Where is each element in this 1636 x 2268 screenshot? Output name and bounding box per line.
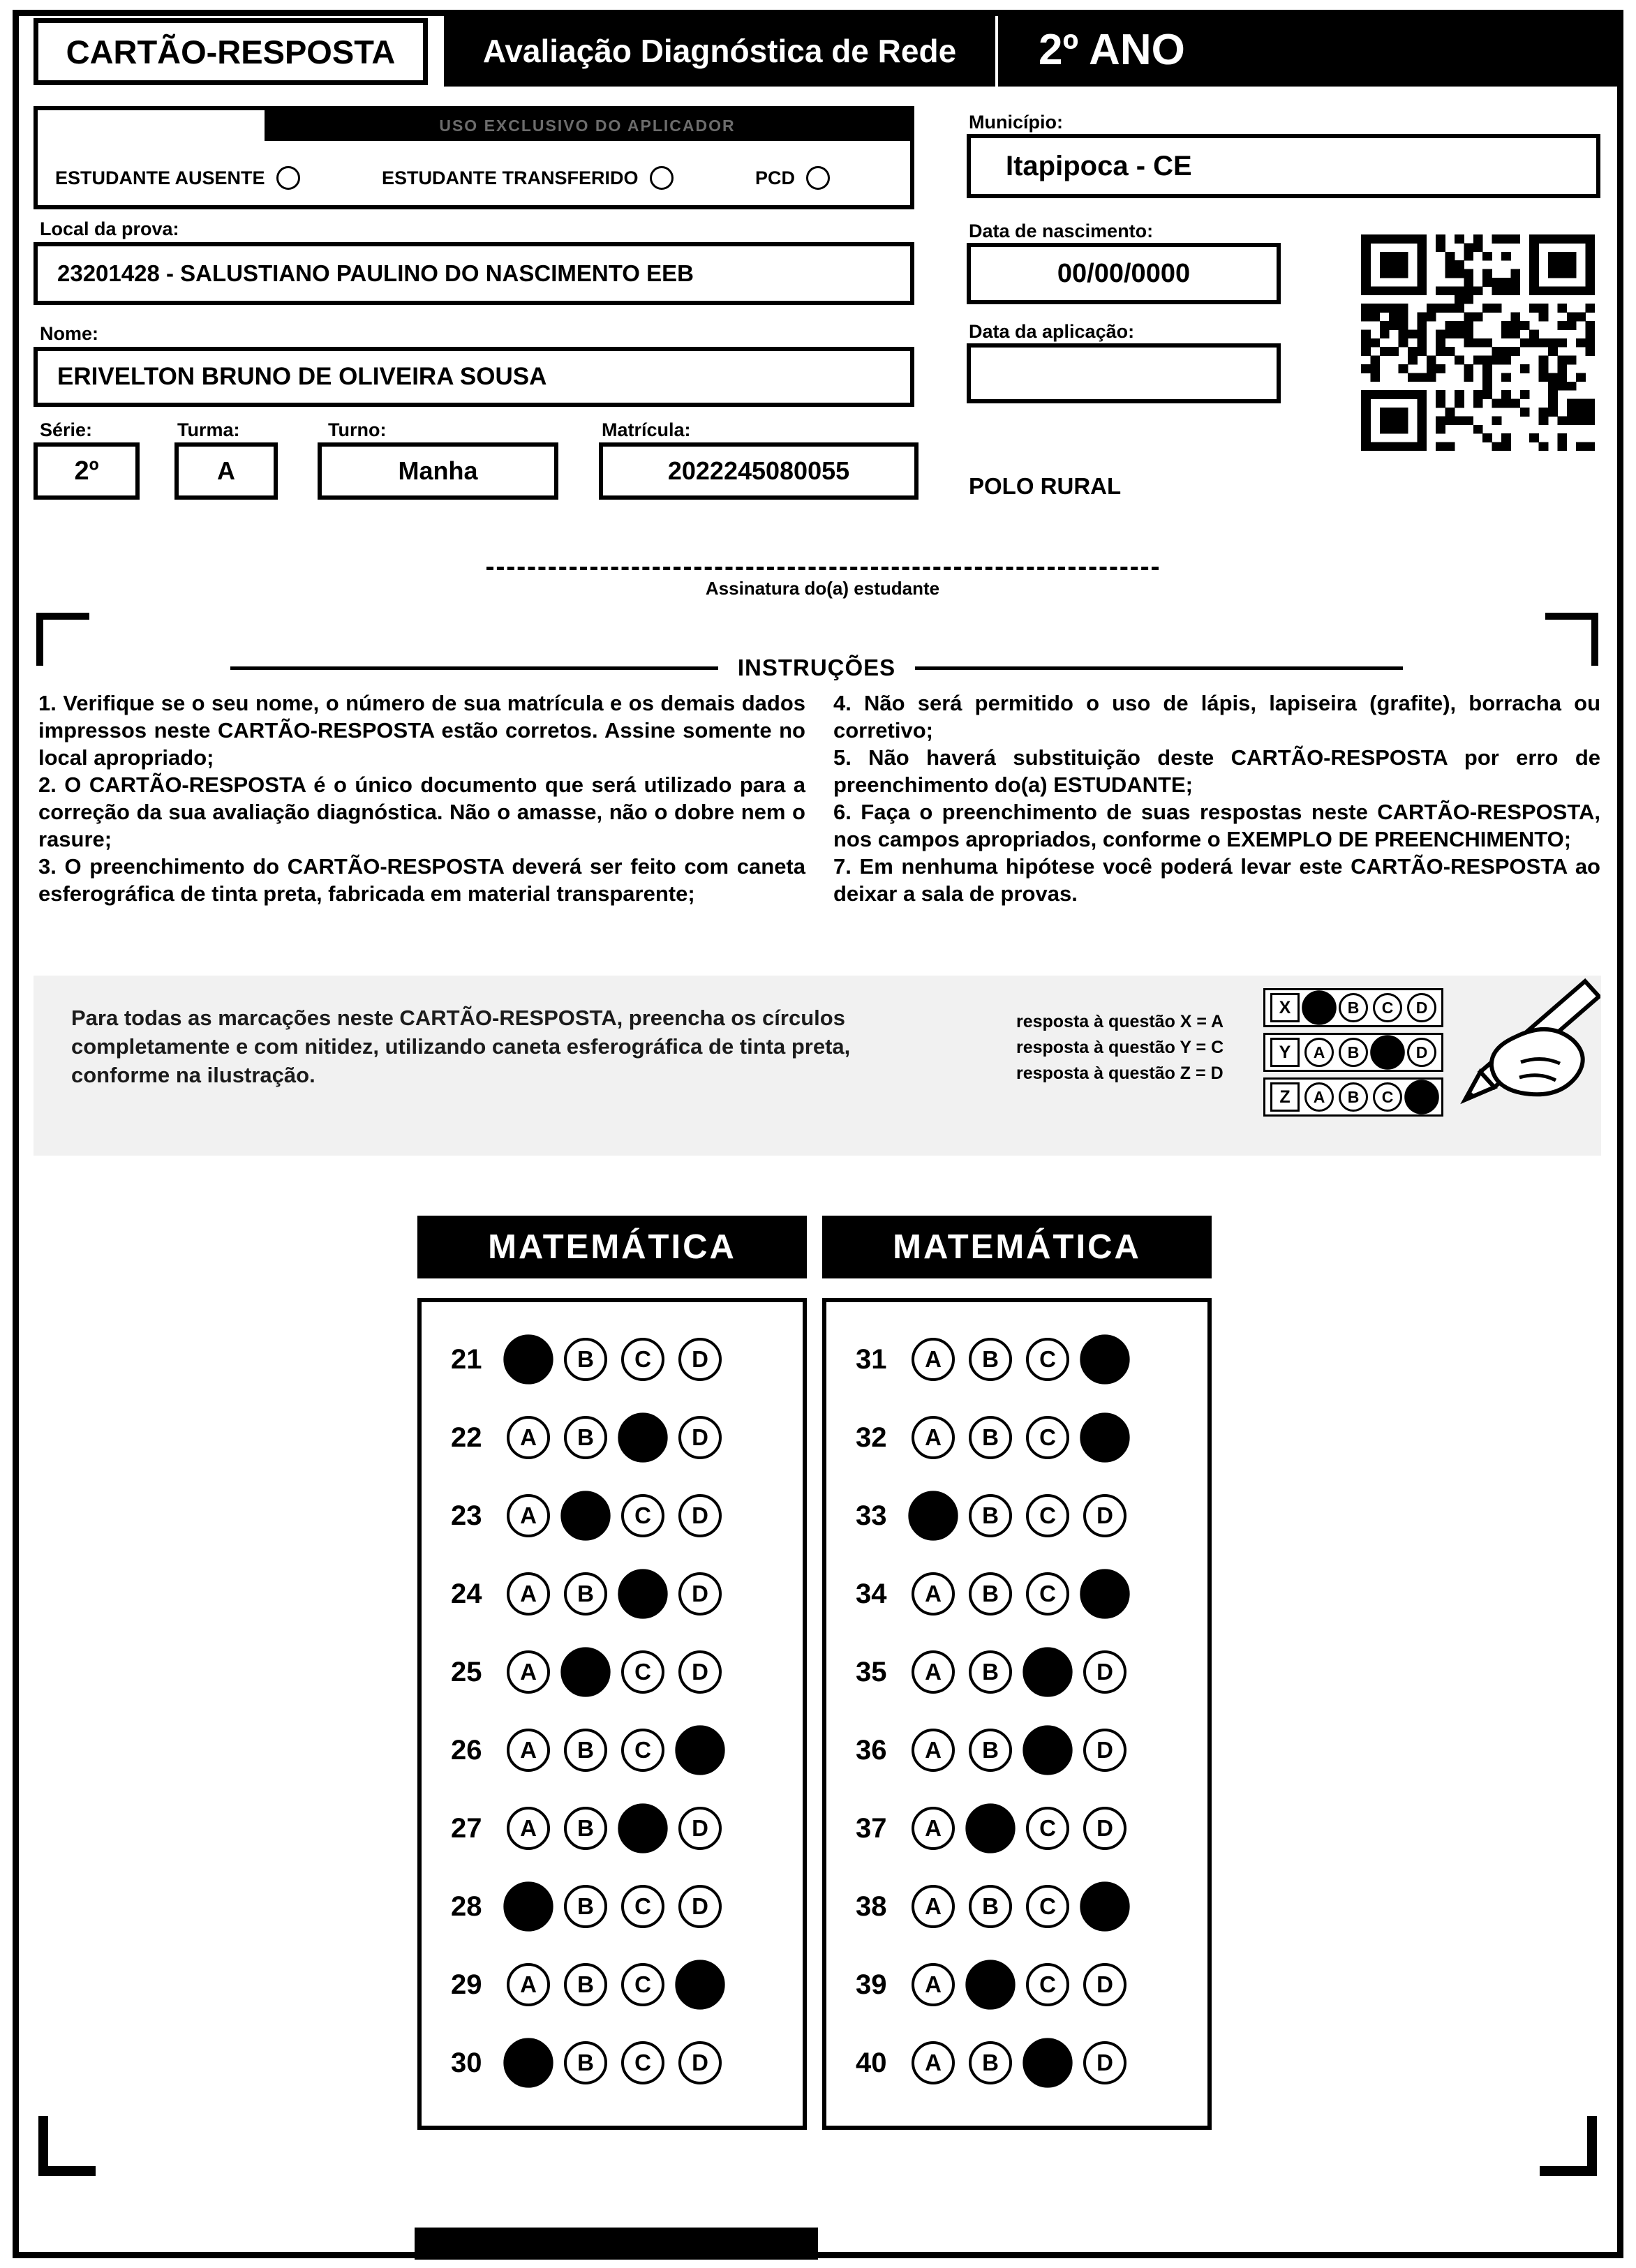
instructions-header bbox=[230, 655, 1403, 681]
example-legend-line: resposta à questão Y = C bbox=[1016, 1038, 1224, 1057]
question-number: 37 bbox=[856, 1812, 887, 1844]
q26-bubble-c[interactable]: C bbox=[621, 1729, 664, 1772]
q39-bubble-a[interactable]: A bbox=[912, 1963, 955, 2006]
question-row-23 bbox=[451, 1477, 803, 1555]
aplicador-options bbox=[55, 166, 830, 190]
nome-field: ERIVELTON BRUNO DE OLIVEIRA SOUSA bbox=[34, 347, 914, 407]
q37-bubble-b[interactable] bbox=[965, 1803, 1015, 1853]
q31-bubble-c[interactable]: C bbox=[1026, 1338, 1069, 1381]
fill-example-legend bbox=[1016, 1009, 1257, 1087]
q30-bubble-b[interactable]: B bbox=[564, 2041, 607, 2084]
matricula-label: Matrícula: bbox=[602, 419, 691, 440]
example-grid-row-y bbox=[1263, 1033, 1443, 1072]
grade-label: 2º ANO bbox=[998, 13, 1621, 87]
example-bubble-b: B bbox=[1339, 1038, 1368, 1067]
q34-bubble-c[interactable]: C bbox=[1026, 1572, 1069, 1616]
aplicador-bar-title: USO EXCLUSIVO DO APLICADOR bbox=[265, 110, 910, 141]
question-number: 38 bbox=[856, 1890, 887, 1922]
turma-label: Turma: bbox=[177, 419, 240, 440]
example-bubble-b: B bbox=[1339, 993, 1368, 1022]
q22-bubble-a[interactable]: A bbox=[507, 1416, 550, 1459]
q25-bubble-b[interactable] bbox=[560, 1647, 610, 1696]
instruction-item: 6. Faça o preenchimento de suas respostas neste CARTÃO-RESPOSTA, nos campos apropriados, conforme o EXEMPLO DE PREENCHIMENTO; bbox=[833, 800, 1600, 851]
q31-bubble-a[interactable]: A bbox=[912, 1338, 955, 1381]
q35-bubble-a[interactable]: A bbox=[912, 1650, 955, 1694]
aplicador-option-label: PCD bbox=[754, 167, 795, 188]
q21-bubble-c[interactable]: C bbox=[621, 1338, 664, 1381]
question-row-39 bbox=[856, 1946, 1207, 2024]
signature-label: Assinatura do(a) estudante bbox=[705, 578, 940, 599]
q22-bubble-d[interactable]: D bbox=[678, 1416, 722, 1459]
q35-bubble-c[interactable] bbox=[1022, 1647, 1072, 1696]
q36-bubble-d[interactable]: D bbox=[1083, 1729, 1126, 1772]
example-bubble-a: A bbox=[1304, 1082, 1334, 1112]
aplicador-option-1 bbox=[55, 166, 300, 190]
example-legend-line: resposta à questão X = A bbox=[1016, 1012, 1224, 1031]
question-row-24 bbox=[451, 1555, 803, 1633]
question-number: 25 bbox=[451, 1656, 482, 1687]
q40-bubble-b[interactable]: B bbox=[969, 2041, 1012, 2084]
answer-grid bbox=[822, 1298, 1212, 2130]
question-row-31 bbox=[856, 1320, 1207, 1398]
q40-bubble-d[interactable]: D bbox=[1083, 2041, 1126, 2084]
answer-section-title: MATEMÁTICA bbox=[822, 1216, 1212, 1278]
q29-bubble-c[interactable]: C bbox=[621, 1963, 664, 2006]
question-row-36 bbox=[856, 1711, 1207, 1789]
q35-bubble-d[interactable]: D bbox=[1083, 1650, 1126, 1694]
q25-bubble-d[interactable]: D bbox=[678, 1650, 722, 1694]
q27-bubble-d[interactable]: D bbox=[678, 1807, 722, 1850]
nome-label: Nome: bbox=[40, 323, 99, 344]
example-grid-row-z bbox=[1263, 1077, 1443, 1117]
q33-bubble-d[interactable]: D bbox=[1083, 1494, 1126, 1537]
q24-bubble-d[interactable]: D bbox=[678, 1572, 722, 1616]
q31-bubble-d[interactable] bbox=[1080, 1334, 1129, 1384]
turma-field: A bbox=[174, 442, 278, 500]
example-row-label: Y bbox=[1270, 1038, 1300, 1067]
question-number: 27 bbox=[451, 1812, 482, 1844]
question-row-27 bbox=[451, 1789, 803, 1867]
question-row-38 bbox=[856, 1867, 1207, 1946]
q30-bubble-c[interactable]: C bbox=[621, 2041, 664, 2084]
answer-section-title: MATEMÁTICA bbox=[417, 1216, 807, 1278]
question-number: 32 bbox=[856, 1422, 887, 1453]
question-row-22 bbox=[451, 1398, 803, 1477]
registration-mark-bottom-right bbox=[1540, 2116, 1597, 2176]
q36-bubble-b[interactable]: B bbox=[969, 1729, 1012, 1772]
example-legend-line: resposta à questão Z = D bbox=[1016, 1064, 1224, 1083]
instructions-columns bbox=[38, 689, 1600, 907]
turno-field: Manha bbox=[318, 442, 558, 500]
q34-bubble-d[interactable] bbox=[1080, 1569, 1129, 1618]
fill-example-grid bbox=[1263, 988, 1443, 1117]
q24-bubble-b[interactable]: B bbox=[564, 1572, 607, 1616]
instruction-item: 5. Não haverá substituição deste CARTÃO-RESPOSTA por erro de preenchimento do(a) ESTUDANTE; bbox=[833, 745, 1600, 797]
question-row-37 bbox=[856, 1789, 1207, 1867]
nascimento-label: Data de nascimento: bbox=[969, 221, 1154, 241]
q21-bubble-a[interactable] bbox=[503, 1334, 553, 1384]
q26-bubble-d[interactable] bbox=[675, 1725, 724, 1775]
q38-bubble-c[interactable]: C bbox=[1026, 1885, 1069, 1928]
q27-bubble-a[interactable]: A bbox=[507, 1807, 550, 1850]
instruction-item: 2. O CARTÃO-RESPOSTA é o único documento que será utilizado para a correção da sua avaliação diagnóstica. Não o amasse, não o dobre nem o rasure; bbox=[38, 773, 805, 851]
q37-bubble-c[interactable]: C bbox=[1026, 1807, 1069, 1850]
q39-bubble-c[interactable]: C bbox=[1026, 1963, 1069, 2006]
question-number: 26 bbox=[451, 1734, 482, 1766]
question-number: 29 bbox=[451, 1969, 482, 2000]
question-row-32 bbox=[856, 1398, 1207, 1477]
question-number: 33 bbox=[856, 1500, 887, 1531]
q38-bubble-b[interactable]: B bbox=[969, 1885, 1012, 1928]
signature-line[interactable] bbox=[486, 567, 1159, 570]
q23-bubble-b[interactable] bbox=[560, 1491, 610, 1540]
q24-bubble-c[interactable] bbox=[618, 1569, 667, 1618]
aplicador-option-3 bbox=[755, 166, 830, 190]
q37-bubble-a[interactable]: A bbox=[912, 1807, 955, 1850]
instruction-item: 3. O preenchimento do CARTÃO-RESPOSTA deverá ser feito com caneta esferográfica de tinta preta, fabricada em material transparente; bbox=[38, 854, 805, 906]
q38-bubble-d[interactable] bbox=[1080, 1881, 1129, 1931]
q36-bubble-c[interactable] bbox=[1022, 1725, 1072, 1775]
qr-code bbox=[1361, 234, 1595, 451]
q22-bubble-b[interactable]: B bbox=[564, 1416, 607, 1459]
q27-bubble-b[interactable]: B bbox=[564, 1807, 607, 1850]
nascimento-field: 00/00/0000 bbox=[967, 243, 1281, 304]
example-bubble-c: C bbox=[1373, 1082, 1402, 1112]
exam-title: Avaliação Diagnóstica de Rede bbox=[444, 15, 995, 87]
question-number: 22 bbox=[451, 1422, 482, 1453]
instructions-column-right bbox=[833, 689, 1600, 907]
aplicacao-field[interactable] bbox=[967, 343, 1281, 403]
q32-bubble-d[interactable] bbox=[1080, 1412, 1129, 1462]
q34-bubble-b[interactable]: B bbox=[969, 1572, 1012, 1616]
question-row-34 bbox=[856, 1555, 1207, 1633]
example-bubble-b: B bbox=[1339, 1082, 1368, 1112]
q29-bubble-d[interactable] bbox=[675, 1960, 724, 2009]
municipio-field: Itapipoca - CE bbox=[967, 134, 1600, 198]
question-row-33 bbox=[856, 1477, 1207, 1555]
example-bubble-c bbox=[1370, 1035, 1405, 1070]
answer-block-1 bbox=[417, 1216, 807, 2130]
q22-bubble-c[interactable] bbox=[618, 1412, 667, 1462]
question-number: 39 bbox=[856, 1969, 887, 2000]
q25-bubble-a[interactable]: A bbox=[507, 1650, 550, 1694]
q23-bubble-a[interactable]: A bbox=[507, 1494, 550, 1537]
question-number: 28 bbox=[451, 1890, 482, 1922]
example-bubble-a: A bbox=[1304, 1038, 1334, 1067]
example-grid-row-x bbox=[1263, 988, 1443, 1027]
question-number: 23 bbox=[451, 1500, 482, 1531]
registration-mark-top-left bbox=[36, 613, 89, 666]
question-row-25 bbox=[451, 1633, 803, 1711]
aplicador-option-circle[interactable] bbox=[276, 166, 300, 190]
turno-label: Turno: bbox=[328, 419, 387, 440]
card-title: CARTÃO-RESPOSTA bbox=[34, 18, 428, 85]
q30-bubble-a[interactable] bbox=[503, 2038, 553, 2087]
q28-bubble-c[interactable]: C bbox=[621, 1885, 664, 1928]
example-bubble-d: D bbox=[1407, 1038, 1436, 1067]
question-number: 35 bbox=[856, 1656, 887, 1687]
q39-bubble-b[interactable] bbox=[965, 1960, 1015, 2009]
registration-mark-top-right bbox=[1545, 613, 1598, 666]
q27-bubble-c[interactable] bbox=[618, 1803, 667, 1853]
q40-bubble-a[interactable]: A bbox=[912, 2041, 955, 2084]
question-row-26 bbox=[451, 1711, 803, 1789]
instruction-item: 1. Verifique se o seu nome, o número de sua matrícula e os demais dados impressos neste CARTÃO-RESPOSTA estão corretos. Assine somente no local apropriado; bbox=[38, 691, 805, 770]
q29-bubble-a[interactable]: A bbox=[507, 1963, 550, 2006]
q28-bubble-b[interactable]: B bbox=[564, 1885, 607, 1928]
q34-bubble-a[interactable]: A bbox=[912, 1572, 955, 1616]
q31-bubble-b[interactable]: B bbox=[969, 1338, 1012, 1381]
matricula-field: 2022245080055 bbox=[599, 442, 919, 500]
question-number: 21 bbox=[451, 1343, 482, 1375]
q40-bubble-c[interactable] bbox=[1022, 2038, 1072, 2087]
q33-bubble-b[interactable]: B bbox=[969, 1494, 1012, 1537]
hand-pen-icon bbox=[1426, 977, 1600, 1117]
question-number: 24 bbox=[451, 1578, 482, 1609]
q36-bubble-a[interactable]: A bbox=[912, 1729, 955, 1772]
aplicador-option-circle[interactable] bbox=[650, 166, 674, 190]
polo-label: POLO RURAL bbox=[969, 473, 1122, 499]
q23-bubble-d[interactable]: D bbox=[678, 1494, 722, 1537]
aplicador-option-label: ESTUDANTE AUSENTE bbox=[55, 167, 265, 188]
aplicador-box bbox=[34, 106, 914, 209]
answers-area bbox=[417, 1216, 1212, 2130]
example-row-label: Z bbox=[1270, 1082, 1300, 1112]
serie-field: 2º bbox=[34, 442, 140, 500]
municipio-label: Município: bbox=[969, 112, 1063, 133]
local-prova-label: Local da prova: bbox=[40, 218, 179, 239]
q26-bubble-a[interactable]: A bbox=[507, 1729, 550, 1772]
aplicador-option-label: ESTUDANTE TRANSFERIDO bbox=[382, 167, 639, 188]
q25-bubble-c[interactable]: C bbox=[621, 1650, 664, 1694]
fill-example-text: Para todas as marcações neste CARTÃO-RESPOSTA, preencha os círculos completamente e com nitidez, utilizando caneta esferográfica de tinta preta, conforme na ilustração. bbox=[71, 1006, 851, 1087]
local-prova-field: 23201428 - SALUSTIANO PAULINO DO NASCIMENTO EEB bbox=[34, 242, 914, 305]
example-bubble-c: C bbox=[1373, 993, 1402, 1022]
fill-example-section bbox=[34, 976, 1601, 1156]
question-number: 40 bbox=[856, 2047, 887, 2078]
divider-line bbox=[915, 666, 1403, 670]
question-row-29 bbox=[451, 1946, 803, 2024]
registration-mark-bottom-left bbox=[38, 2116, 96, 2176]
aplicacao-label: Data da aplicação: bbox=[969, 321, 1135, 342]
question-row-35 bbox=[856, 1633, 1207, 1711]
q33-bubble-c[interactable]: C bbox=[1026, 1494, 1069, 1537]
serie-label: Série: bbox=[40, 419, 93, 440]
q23-bubble-c[interactable]: C bbox=[621, 1494, 664, 1537]
q32-bubble-a[interactable]: A bbox=[912, 1416, 955, 1459]
q24-bubble-a[interactable]: A bbox=[507, 1572, 550, 1616]
question-number: 31 bbox=[856, 1343, 887, 1375]
q21-bubble-d[interactable]: D bbox=[678, 1338, 722, 1381]
q38-bubble-a[interactable]: A bbox=[912, 1885, 955, 1928]
example-row-label: X bbox=[1270, 993, 1300, 1022]
q30-bubble-d[interactable]: D bbox=[678, 2041, 722, 2084]
answer-block-2 bbox=[822, 1216, 1212, 2130]
q21-bubble-b[interactable]: B bbox=[564, 1338, 607, 1381]
q28-bubble-a[interactable] bbox=[503, 1881, 553, 1931]
q33-bubble-a[interactable] bbox=[908, 1491, 958, 1540]
bottom-timing-bar bbox=[415, 2228, 818, 2260]
q32-bubble-c[interactable]: C bbox=[1026, 1416, 1069, 1459]
q32-bubble-b[interactable]: B bbox=[969, 1416, 1012, 1459]
instruction-item: 7. Em nenhuma hipótese você poderá levar este CARTÃO-RESPOSTA ao deixar a sala de provas. bbox=[833, 854, 1600, 906]
question-row-40 bbox=[856, 2024, 1207, 2102]
example-bubble-d: D bbox=[1407, 993, 1436, 1022]
instructions-column-left bbox=[38, 689, 805, 907]
question-row-30 bbox=[451, 2024, 803, 2102]
question-row-21 bbox=[451, 1320, 803, 1398]
q39-bubble-d[interactable]: D bbox=[1083, 1963, 1126, 2006]
q28-bubble-d[interactable]: D bbox=[678, 1885, 722, 1928]
question-number: 30 bbox=[451, 2047, 482, 2078]
answer-grid bbox=[417, 1298, 807, 2130]
question-number: 34 bbox=[856, 1578, 887, 1609]
aplicador-option-circle[interactable] bbox=[806, 166, 830, 190]
instructions-title: INSTRUÇÕES bbox=[737, 655, 896, 680]
divider-line bbox=[230, 666, 718, 670]
example-bubble-a bbox=[1302, 990, 1337, 1025]
question-number: 36 bbox=[856, 1734, 887, 1766]
question-row-28 bbox=[451, 1867, 803, 1946]
instruction-item: 4. Não será permitido o uso de lápis, lapiseira (grafite), borracha ou corretivo; bbox=[833, 691, 1600, 743]
q29-bubble-b[interactable]: B bbox=[564, 1963, 607, 2006]
q35-bubble-b[interactable]: B bbox=[969, 1650, 1012, 1694]
q37-bubble-d[interactable]: D bbox=[1083, 1807, 1126, 1850]
aplicador-option-2 bbox=[382, 166, 674, 190]
q26-bubble-b[interactable]: B bbox=[564, 1729, 607, 1772]
